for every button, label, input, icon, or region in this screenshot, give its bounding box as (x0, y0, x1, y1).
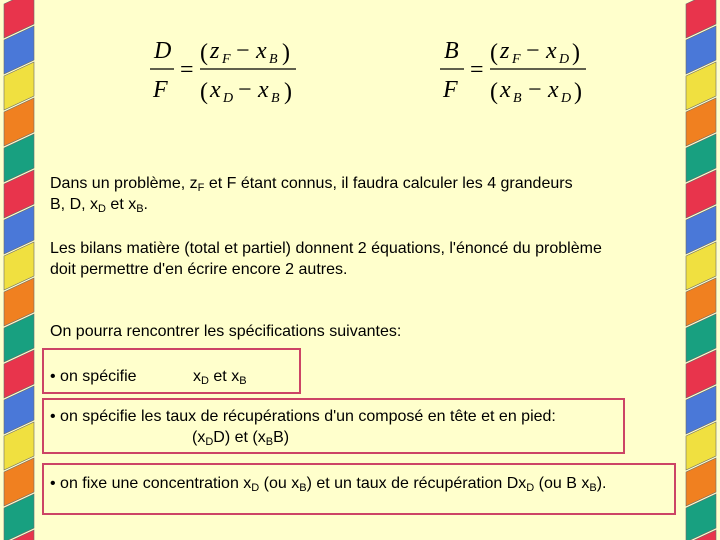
svg-text:F: F (512, 52, 521, 67)
spec-1 (50, 366, 680, 387)
formula-left-lhs-numerator: D (154, 38, 172, 64)
svg-text:x: x (500, 77, 511, 103)
right-decorative-strip (682, 0, 720, 540)
svg-text:D: D (559, 52, 570, 67)
svg-text:z: z (500, 38, 510, 64)
balances-paragraph (50, 238, 680, 280)
balances-line-1: Les bilans matière (total et partiel) donnent 2 équations, l'énoncé du problème (50, 240, 602, 257)
formula-d-over-f (148, 36, 308, 110)
svg-text:−: − (528, 77, 542, 103)
spec-2 (50, 406, 680, 448)
left-decorative-strip (0, 0, 38, 540)
svg-text:(: ( (490, 79, 498, 105)
spec-1-label: • on spécifie (50, 368, 137, 385)
intro-paragraph (50, 173, 680, 215)
svg-text:B: B (513, 91, 522, 106)
spec-2-line-2: $(x_DD)$ et $(x_BB)$ (192, 429, 290, 448)
svg-text:(: ( (200, 79, 208, 105)
formula-left-lhs-denominator: F (153, 77, 168, 103)
balances-line-2: doit permettre d'en écrire encore 2 autres. (50, 261, 348, 278)
svg-text:): ) (282, 40, 290, 66)
spec-2-line-1: • on spécifie les taux de récupérations d'un composé en tête et en pied: (50, 408, 556, 425)
intro-line-2: B, D, $x_D$ et $x_B$. (50, 196, 148, 215)
svg-text:(: ( (200, 40, 208, 66)
svg-text:x: x (256, 38, 267, 64)
svg-text:=: = (180, 57, 194, 83)
svg-text:B: B (269, 52, 278, 67)
svg-text:x: x (548, 77, 559, 103)
svg-text:−: − (526, 38, 540, 64)
formula-right-lhs-numerator: B (444, 38, 459, 64)
svg-text:x: x (258, 77, 269, 103)
svg-text:=: = (470, 57, 484, 83)
svg-text:(: ( (490, 40, 498, 66)
formula-b-over-f (438, 36, 598, 110)
specifications-heading: On pourra rencontrer les spécifications suivantes: (50, 323, 402, 340)
svg-text:D: D (561, 91, 572, 106)
svg-text:x: x (210, 77, 221, 103)
svg-text:F: F (222, 52, 231, 67)
svg-text:): ) (574, 79, 582, 105)
svg-text:): ) (284, 79, 292, 105)
svg-text:−: − (236, 38, 250, 64)
svg-text:x: x (546, 38, 557, 64)
svg-text:D: D (223, 91, 234, 106)
spec-3: • on fixe une concentration $x_D$ (ou $x_B$) et un taux de récupération $Dx_D$ (ou B $x_B$). (50, 475, 607, 494)
formula-right-lhs-denominator: F (443, 77, 458, 103)
svg-text:B: B (271, 91, 280, 106)
intro-line-1: Dans un problème, $z_F$ et F étant connus, il faudra calculer les 4 grandeurs (50, 175, 573, 194)
svg-text:z: z (210, 38, 220, 64)
spec-1-value: $x_D$ et $x_B$ (193, 368, 247, 387)
svg-text:−: − (238, 77, 252, 103)
svg-text:): ) (572, 40, 580, 66)
